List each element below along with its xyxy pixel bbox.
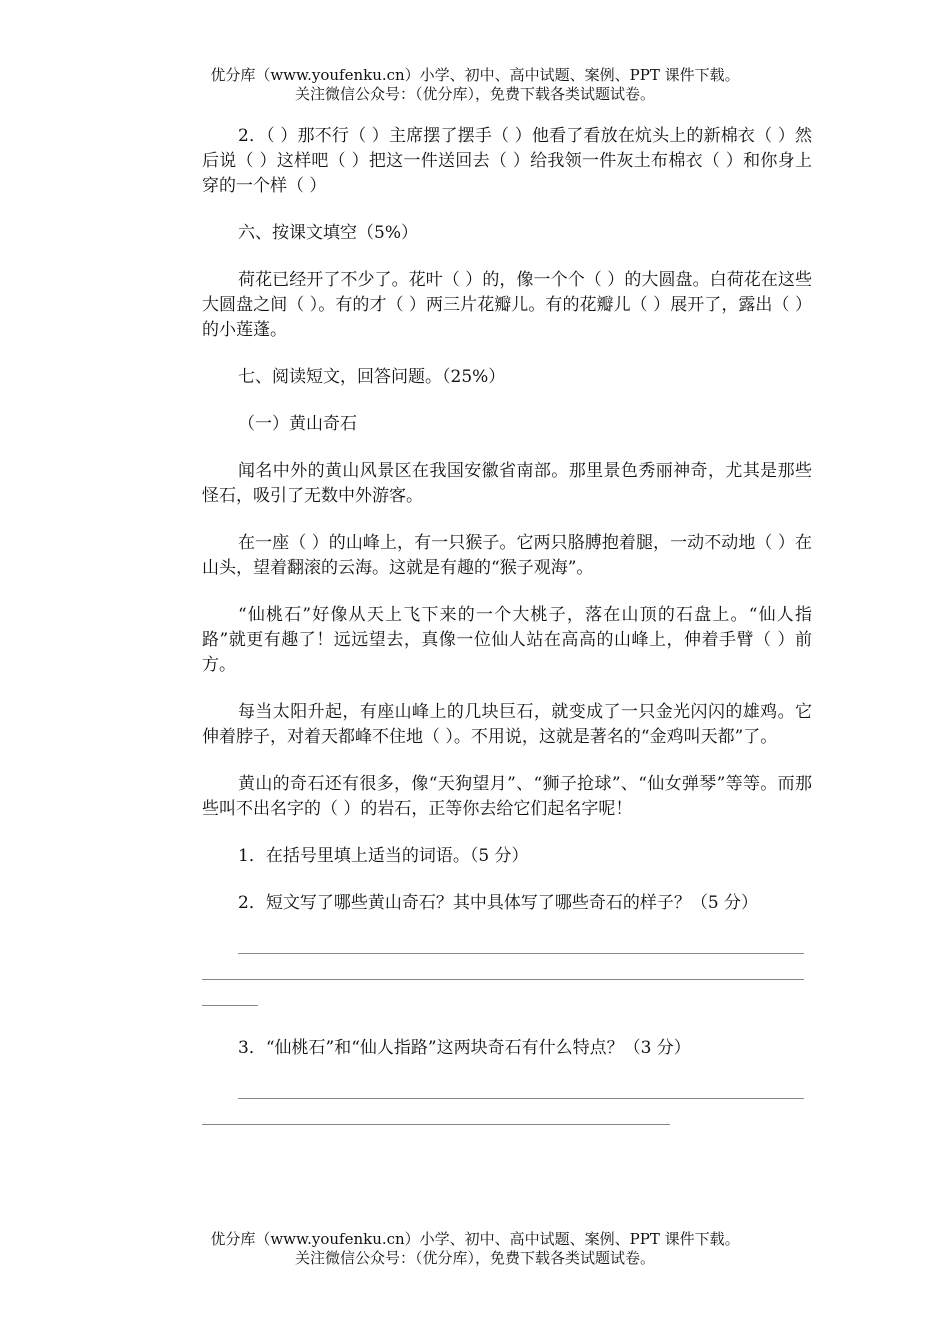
answer-line: [202, 1124, 670, 1125]
reading-question-1: 1．在括号里填上适当的词语。（5 分）: [238, 846, 529, 866]
section-6-passage: 荷花已经开了不少了。花叶（ ）的，像一个个（ ）的大圆盘。白荷花在这些大圆盘之间（ ）。有的才（ ）两三片花瓣儿。有的花瓣儿（ ）展开了，露出（ ）的小莲蓬。: [202, 270, 812, 340]
header-line-2: 关注微信公众号：（优分库），免费下载各类试题试卷。: [294, 85, 655, 103]
answer-line: [238, 1098, 804, 1099]
reading-question-3: 3．“仙桃石”和“仙人指路”这两块奇石有什么特点？（3 分）: [238, 1038, 691, 1058]
passage-paragraph-3: “仙桃石”好像从天上飞下来的一个大桃子，落在山顶的石盘上。“仙人指路”就更有趣了！远远望去，真像一位仙人站在高高的山峰上，伸着手臂（ ）前方。: [202, 605, 812, 675]
passage-paragraph-5: 黄山的奇石还有很多，像“天狗望月”、“狮子抢球”、“仙女弹琴”等等。而那些叫不出名字的（ ）的岩石，正等你去给它们起名字呢！: [202, 774, 812, 819]
passage-paragraph-1: 闻名中外的黄山风景区在我国安徽省南部。那里景色秀丽神奇，尤其是那些怪石，吸引了无数中外游客。: [202, 461, 812, 506]
passage-title: （一）黄山奇石: [238, 414, 357, 434]
reading-question-2: 2．短文写了哪些黄山奇石？其中具体写了哪些奇石的样子？（5 分）: [238, 893, 759, 913]
passage-paragraph-4: 每当太阳升起，有座山峰上的几块巨石，就变成了一只金光闪闪的雄鸡。它伸着脖子，对着天都峰不住地（ ）。不用说，这就是著名的“金鸡叫天都”了。: [202, 702, 812, 747]
question-2-punctuation: 2．（ ）那不行（ ）主席摆了摆手（ ）他看了看放在炕头上的新棉衣（ ）然后说（ ）这样吧（ ）把这一件送回去（ ）给我领一件灰土布棉衣（ ）和你身上穿的一个样（ ）: [202, 126, 812, 196]
passage-paragraph-2: 在一座（ ）的山峰上，有一只猴子。它两只胳膊抱着腿，一动不动地（ ）在山头，望着翻滚的云海。这就是有趣的“猴子观海”。: [202, 533, 812, 578]
document-body: [202, 124, 812, 1125]
section-6-title: 六、按课文填空（5%）: [238, 223, 418, 243]
page-header: [0, 66, 950, 104]
section-7-title: 七、阅读短文，回答问题。（25%）: [238, 367, 506, 387]
header-line-1: 优分库（www.youfenku.cn）小学、初中、高中试题、案例、PPT 课件下载。: [210, 66, 740, 84]
footer-line-1: 优分库（www.youfenku.cn）小学、初中、高中试题、案例、PPT 课件下载。: [210, 1230, 740, 1248]
answer-line: [238, 953, 804, 954]
page-footer: [0, 1230, 950, 1268]
answer-line: [202, 979, 804, 980]
footer-line-2: 关注微信公众号：（优分库），免费下载各类试题试卷。: [294, 1249, 655, 1267]
